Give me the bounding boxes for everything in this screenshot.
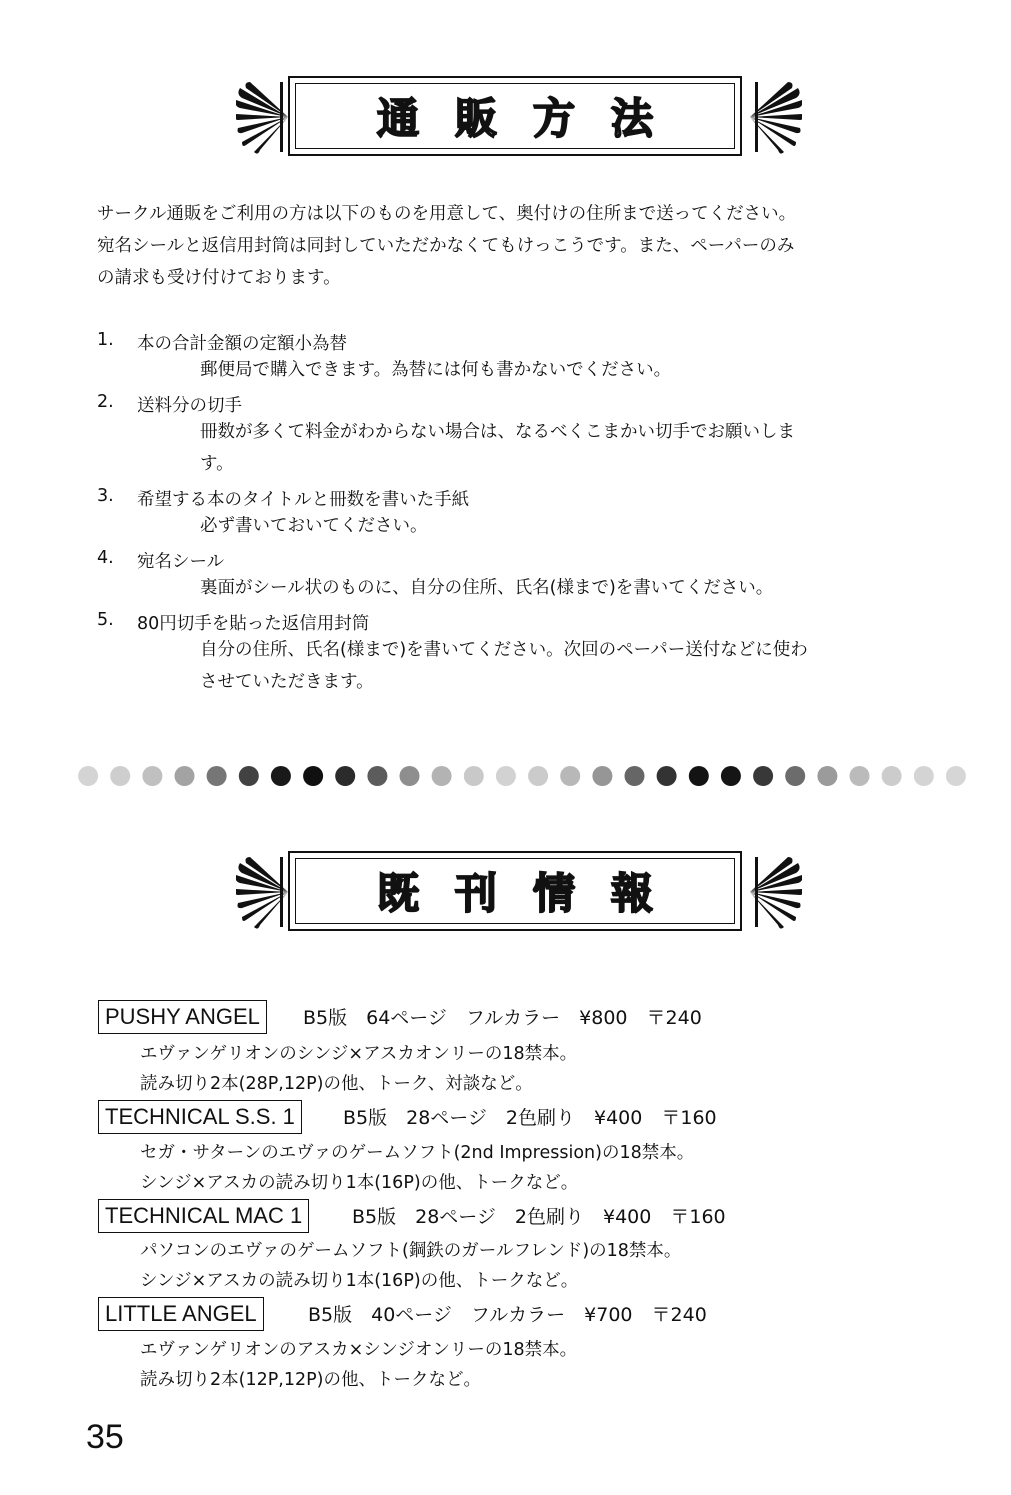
book-description-line: 読み切り2本(12P,12P)の他、トークなど。 [140, 1370, 481, 1390]
item-title: 送料分の切手 [137, 396, 242, 416]
divider-dot [496, 766, 516, 786]
section-title: 既刊情報 [376, 869, 689, 918]
item-title: 希望する本のタイトルと冊数を書いた手紙 [137, 490, 470, 510]
divider-dot [625, 766, 645, 786]
book-description-line: 読み切り2本(28P,12P)の他、トーク、対談など。 [140, 1074, 533, 1094]
book-description-line: エヴァンゲリオンのアスカ×シンジオンリーの18禁本。 [140, 1340, 578, 1360]
book-title-box: PUSHY ANGEL [98, 1000, 267, 1034]
book-spec: B5版 28ページ 2色刷り ¥400 〒160 [343, 1107, 717, 1129]
divider-dot [142, 766, 162, 786]
intro-line: の請求も受け付けております。 [97, 268, 341, 288]
book-spec: B5版 40ページ フルカラー ¥700 〒240 [308, 1304, 707, 1326]
divider-dot [817, 766, 837, 786]
item-description-line: 郵便局で購入できます。為替には何も書かないでください。 [200, 360, 672, 380]
item-description-line: 自分の住所、氏名(様まで)を書いてください。次回のペーパー送付などに使わ [200, 640, 808, 660]
divider-dot [753, 766, 773, 786]
divider-dot [303, 766, 323, 786]
divider-dot [432, 766, 452, 786]
divider-dot [946, 766, 966, 786]
item-number: 1. [97, 330, 114, 350]
book-title-box: TECHNICAL S.S. 1 [98, 1100, 302, 1134]
item-description [200, 634, 930, 698]
divider-dot [239, 766, 259, 786]
item-number: 5. [97, 610, 114, 630]
divider-dot [271, 766, 291, 786]
item-description [200, 354, 930, 386]
item-title: 宛名シール [137, 552, 225, 572]
section-banner-backissues [236, 851, 802, 937]
item-description [200, 416, 930, 480]
fan-ornament-right-icon [750, 78, 802, 156]
item-number: 3. [97, 486, 114, 506]
divider-dot [175, 766, 195, 786]
item-title: 80円切手を貼った返信用封筒 [137, 614, 370, 634]
item-description-line: 裏面がシール状のものに、自分の住所、氏名(様まで)を書いてください。 [200, 578, 774, 598]
book-description-line: パソコンのエヴァのゲームソフト(鋼鉄のガールフレンド)の18禁本。 [140, 1241, 682, 1261]
divider-dot [400, 766, 420, 786]
divider-dot [914, 766, 934, 786]
intro-line: サークル通販をご利用の方は以下のものを用意して、奥付けの住所まで送ってください。 [97, 204, 797, 224]
divider-dot [850, 766, 870, 786]
divider-dot [78, 766, 98, 786]
book-description-line: シンジ×アスカの読み切り1本(16P)の他、トークなど。 [140, 1173, 579, 1193]
fan-ornament-left-icon [236, 78, 288, 156]
item-description [200, 572, 930, 604]
item-description-line: 冊数が多くて料金がわからない場合は、なるべくこまかい切手でお願いしま [200, 422, 795, 442]
book-title-box: LITTLE ANGEL [98, 1297, 264, 1331]
intro-line: 宛名シールと返信用封筒は同封していただかなくてもけっこうです。また、ペーパーのみ [97, 236, 795, 256]
page-number: 35 [86, 1418, 124, 1456]
fan-ornament-left-icon [236, 853, 288, 931]
divider-dot [335, 766, 355, 786]
book-description-line: エヴァンゲリオンのシンジ×アスカオンリーの18禁本。 [140, 1044, 578, 1064]
section-title: 通販方法 [376, 94, 689, 143]
divider-dot [721, 766, 741, 786]
divider-dot [110, 766, 130, 786]
item-title: 本の合計金額の定額小為替 [137, 334, 347, 354]
divider-dot [785, 766, 805, 786]
book-spec: B5版 28ページ 2色刷り ¥400 〒160 [352, 1206, 726, 1228]
item-number: 4. [97, 548, 114, 568]
item-number: 2. [97, 392, 114, 412]
book-description-line: シンジ×アスカの読み切り1本(16P)の他、トークなど。 [140, 1271, 579, 1291]
book-description-line: セガ・サターンのエヴァのゲームソフト(2nd Impression)の18禁本。 [140, 1143, 695, 1163]
divider-dot [528, 766, 548, 786]
fan-ornament-right-icon [750, 853, 802, 931]
divider-dot [207, 766, 227, 786]
section-banner-ordering [236, 76, 802, 162]
dot-divider [72, 762, 972, 790]
divider-dot [592, 766, 612, 786]
item-description-line: させていただきます。 [200, 672, 374, 692]
divider-dot [464, 766, 484, 786]
book-spec: B5版 64ページ フルカラー ¥800 〒240 [303, 1007, 702, 1029]
divider-dot [657, 766, 677, 786]
intro-paragraph [97, 198, 937, 294]
book-title-box: TECHNICAL MAC 1 [98, 1199, 309, 1233]
divider-dot [882, 766, 902, 786]
item-description-line: 必ず書いておいてください。 [200, 516, 428, 536]
item-description [200, 510, 930, 542]
divider-dot [560, 766, 580, 786]
item-description-line: す。 [200, 454, 234, 474]
divider-dot [689, 766, 709, 786]
divider-dot [367, 766, 387, 786]
